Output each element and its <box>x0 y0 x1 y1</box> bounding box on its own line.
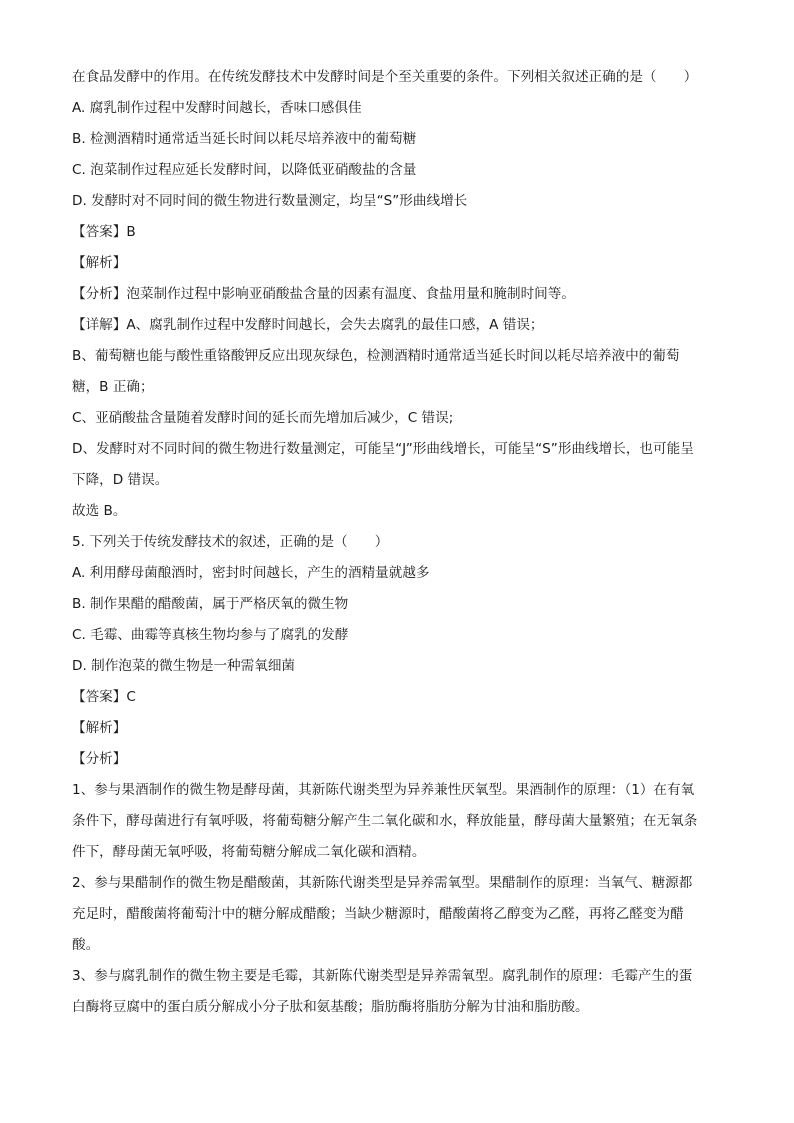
q4-explain-c: C、亚硝酸盐含量随着发酵时间的延长而先增加后减少，C 错误; <box>72 410 454 426</box>
q4-explain-b-line2: 糖，B 正确； <box>72 379 154 395</box>
q5-fenxi-heading: 【分析】 <box>72 751 127 767</box>
q5-para3-line2: 白酶将豆腐中的蛋白质分解成小分子肽和氨基酸；脂肪酶将脂肪分解为甘油和脂肪酸。 <box>72 999 589 1015</box>
q4-explain-d-line1: D、发酵时对不同时间的微生物进行数量测定，可能呈“J”形曲线增长，可能呈“S”形曲线增长，也可能呈 <box>72 441 694 457</box>
q4-explain-b-line1: B、葡萄糖也能与酸性重铬酸钾反应出现灰绿色，检测酒精时通常适当延长时间以耗尽培养液中的葡萄 <box>72 348 680 364</box>
q4-conclusion: 故选 B。 <box>72 503 127 519</box>
q4-xiangjie-a: 【详解】A、腐乳制作过程中发酵时间越长，会失去腐乳的最佳口感，A 错误； <box>72 317 544 333</box>
q5-stem: 5. 下列关于传统发酵技术的叙述，正确的是（ ） <box>72 534 389 550</box>
q4-option-d: D. 发酵时对不同时间的微生物进行数量测定，均呈“S”形曲线增长 <box>72 193 468 209</box>
q5-para2-line2: 充足时，醋酸菌将葡萄汁中的糖分解成醋酸；当缺少糖源时，醋酸菌将乙醇变为乙醛，再将乙醛变为醋 <box>72 906 684 922</box>
q4-explain-d-line2: 下降，D 错误。 <box>72 472 169 488</box>
q5-para2-line3: 酸。 <box>72 937 100 953</box>
q5-jiexi-heading: 【解析】 <box>72 720 127 736</box>
q4-answer: 【答案】B <box>72 224 136 240</box>
q5-option-c: C. 毛霉、曲霉等真核生物均参与了腐乳的发酵 <box>72 627 349 643</box>
document-page <box>72 62 722 1023</box>
q5-para3-line1: 3、参与腐乳制作的微生物主要是毛霉，其新陈代谢类型是异养需氧型。腐乳制作的原理：毛霉产生的蛋 <box>72 968 693 984</box>
q4-option-b: B. 检测酒精时通常适当延长时间以耗尽培养液中的葡萄糖 <box>72 131 417 147</box>
q5-answer: 【答案】C <box>72 689 136 705</box>
q4-jiexi-heading: 【解析】 <box>72 255 127 271</box>
q5-para1-line3: 件下，酵母菌无氧呼吸，将葡萄糖分解成二氧化碳和酒精。 <box>72 844 426 860</box>
q5-para2-line1: 2、参与果醋制作的微生物是醋酸菌，其新陈代谢类型是异养需氧型。果醋制作的原理：当氧气、糖源都 <box>72 875 693 891</box>
q4-stem: 在食品发酵中的作用。在传统发酵技术中发酵时间是个至关重要的条件。下列相关叙述正确的是（ ） <box>72 69 698 85</box>
q5-option-a: A. 利用酵母菌酿酒时，密封时间越长，产生的酒精量就越多 <box>72 565 430 581</box>
q4-option-a: A. 腐乳制作过程中发酵时间越长，香味口感俱佳 <box>72 100 362 116</box>
q5-option-d: D. 制作泡菜的微生物是一种需氧细菌 <box>72 658 296 674</box>
q4-fenxi: 【分析】泡菜制作过程中影响亚硝酸盐含量的因素有温度、食盐用量和腌制时间等。 <box>72 286 575 302</box>
q4-option-c: C. 泡菜制作过程应延长发酵时间，以降低亚硝酸盐的含量 <box>72 162 417 178</box>
q5-option-b: B. 制作果醋的醋酸菌，属于严格厌氧的微生物 <box>72 596 349 612</box>
q5-para1-line1: 1、参与果酒制作的微生物是酵母菌，其新陈代谢类型为异养兼性厌氧型。果酒制作的原理：（1）在有氧 <box>72 782 695 798</box>
q5-para1-line2: 条件下，酵母菌进行有氧呼吸，将葡萄糖分解产生二氧化碳和水，释放能量，酵母菌大量繁殖；在无氧条 <box>72 813 698 829</box>
